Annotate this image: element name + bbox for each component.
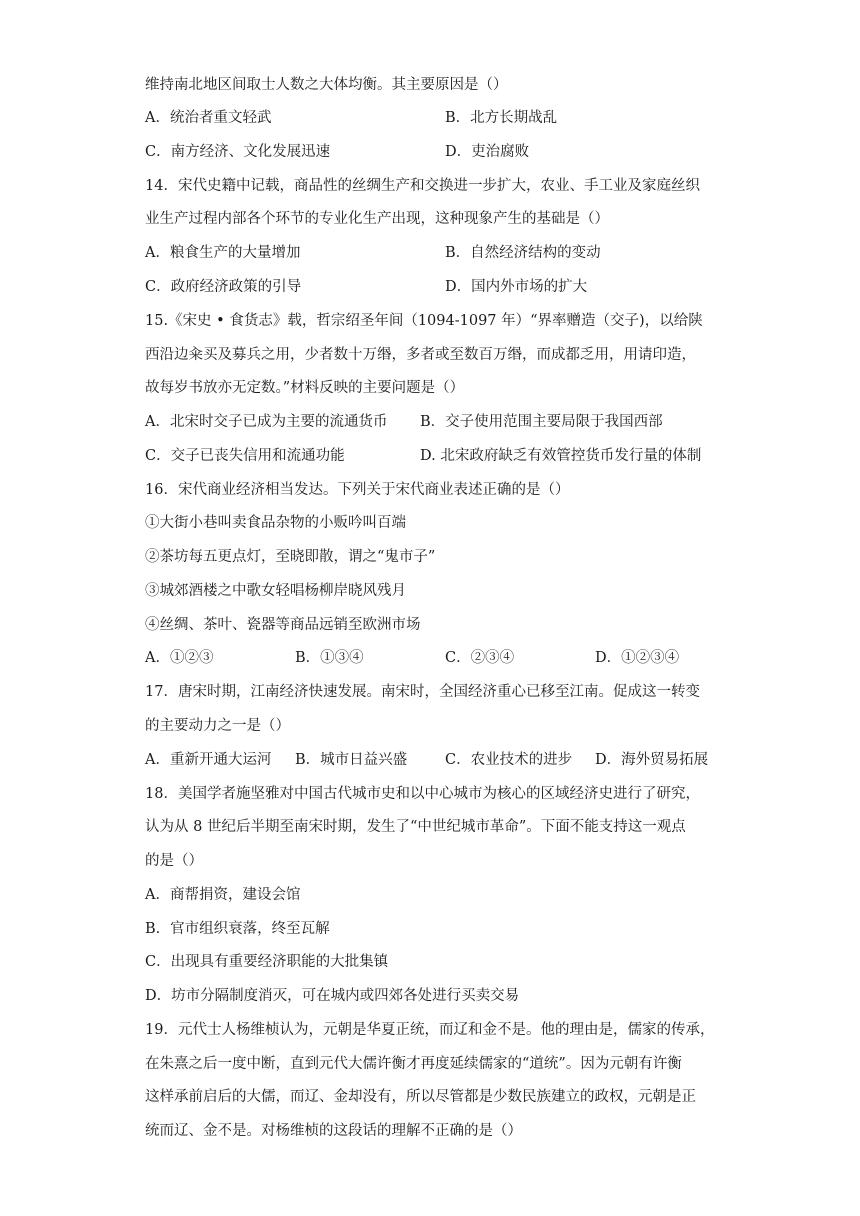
q13-option-c: C．南方经济、文化发展迅速 <box>145 144 331 160</box>
q15-option-b: B．交子使用范围主要局限于我国西部 <box>420 414 663 430</box>
q17-stem-line-2: 的主要动力之一是（） <box>145 718 290 734</box>
q17-option-c: C．农业技术的进步 <box>445 752 573 768</box>
q14-option-d: D．国内外市场的扩大 <box>445 279 588 295</box>
q16-item-4: ④丝绸、茶叶、瓷器等商品远销至欧洲市场 <box>145 617 421 633</box>
q18-stem-line-3: 的是（） <box>145 853 203 869</box>
q17-stem-line-1: 17．唐宋时期，江南经济快速发展。南宋时，全国经济重心已移至江南。促成这一转变 <box>145 684 700 700</box>
q16-option-a: A．①②③ <box>145 650 214 666</box>
q16-item-3: ③城郊酒楼之中歌女轻唱杨柳岸晓风残月 <box>145 583 406 599</box>
q18-stem-line-2: 认为从 8 世纪后半期至南宋时期，发生了“中世纪城市革命”。下面不能支持这一观点 <box>145 819 686 835</box>
q18-option-a: A．商帮捐资，建设会馆 <box>145 887 301 903</box>
q16-item-2: ②茶坊每五更点灯，至晓即散，谓之“鬼市子” <box>145 549 436 565</box>
q14-stem-line-2: 业生产过程内部各个环节的专业化生产出现，这种现象产生的基础是（） <box>145 211 609 227</box>
q14-option-a: A．粮食生产的大量增加 <box>145 245 301 261</box>
q15-option-a: A．北宋时交子已成为主要的流通货币 <box>145 414 388 430</box>
q18-option-b: B．官市组织衰落，终至瓦解 <box>145 921 330 937</box>
q17-option-b: B．城市日益兴盛 <box>295 752 408 768</box>
q15-option-d: D. 北宋政府缺乏有效管控货币发行量的体制 <box>420 448 702 464</box>
q19-stem-line-3: 这样承前启后的大儒，而辽、金却没有，所以尽管都是少数民族建立的政权，元朝是正 <box>145 1089 696 1105</box>
q19-stem-line-1: 19．元代士人杨维桢认为，元朝是华夏正统，而辽和金不是。他的理由是，儒家的传承， <box>145 1022 715 1038</box>
q16-option-d: D．①②③④ <box>595 650 680 666</box>
q15-stem-line-1: 15.《宋史 • 食货志》载，哲宗绍圣年间（1094-1097 年）“界率赠造（交子)，以给陕 <box>145 313 703 329</box>
q14-option-b: B．自然经济结构的变动 <box>445 245 601 261</box>
q17-option-a: A．重新开通大运河 <box>145 752 272 768</box>
q13-stem-tail: 维持南北地区间取士人数之大体均衡。其主要原因是（） <box>145 77 508 93</box>
q15-stem-line-2: 西沿边籴买及募兵之用，少者数十万缗，多者或至数百万缗，而成都乏用，用请印造， <box>145 347 696 363</box>
q19-stem-line-2: 在朱熹之后一度中断，直到元代大儒许衡才再度延续儒家的“道统”。因为元朝有许衡 <box>145 1056 682 1072</box>
q17-option-d: D．海外贸易拓展 <box>595 752 709 768</box>
q19-stem-line-4: 统而辽、金不是。对杨维桢的这段话的理解不正确的是（） <box>145 1123 522 1139</box>
q16-stem: 16．宋代商业经济相当发达。下列关于宋代商业表述正确的是（） <box>145 482 570 498</box>
q14-option-c: C．政府经济政策的引导 <box>145 279 302 295</box>
q16-option-b: B．①③④ <box>295 650 364 666</box>
q15-stem-line-3: 故每岁书放亦无定数。”材料反映的主要问题是（） <box>145 380 465 396</box>
q15-option-c: C．交子已丧失信用和流通功能 <box>145 448 345 464</box>
q18-stem-line-1: 18．美国学者施坚雅对中国古代城市史和以中心城市为核心的区域经济史进行了研究， <box>145 786 700 802</box>
q16-option-c: C．②③④ <box>445 650 515 666</box>
q18-option-d: D．坊市分隔制度消灭，可在城内或四郊各处进行买卖交易 <box>145 988 520 1004</box>
q13-option-b: B．北方长期战乱 <box>445 110 558 126</box>
q13-option-d: D．吏治腐败 <box>445 144 530 160</box>
q14-stem-line-1: 14．宋代史籍中记载，商品性的丝绸生产和交换进一步扩大，农业、手工业及家庭丝织 <box>145 178 700 194</box>
q13-option-a: A．统治者重文轻武 <box>145 110 272 126</box>
q18-option-c: C．出现具有重要经济职能的大批集镇 <box>145 954 389 970</box>
q16-item-1: ①大街小巷叫卖食品杂物的小贩吟叫百端 <box>145 515 406 531</box>
